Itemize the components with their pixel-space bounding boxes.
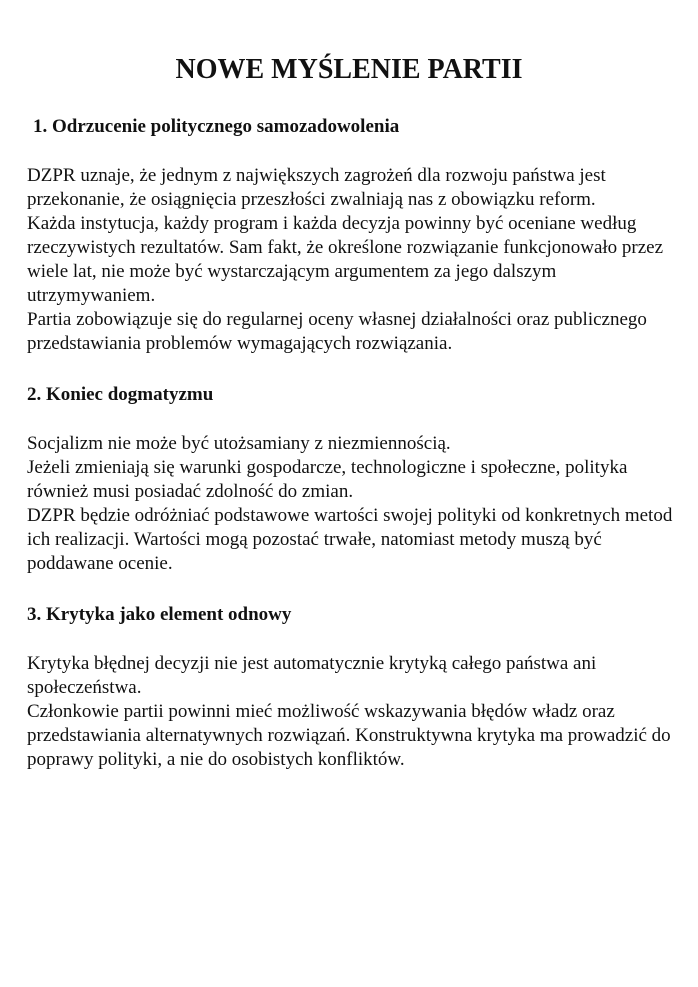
section-3 — [27, 602, 678, 772]
paragraph: DZPR będzie odróżniać podstawowe wartości swojej polityki od konkretnych metod ich realizacji. Wartości mogą pozostać trwałe, natomiast metody muszą być poddawane ocenie. — [27, 505, 673, 574]
section-heading: 3. Krytyka jako element odnowy — [27, 604, 292, 625]
document-title: NOWE MYŚLENIE PARTII — [175, 54, 523, 85]
paragraph: Jeżeli zmieniają się warunki gospodarcze, technologiczne i społeczne, polityka również musi posiadać zdolność do zmian. — [27, 457, 628, 502]
paragraph: Socjalizm nie może być utożsamiany z niezmiennością. — [27, 433, 451, 454]
document-body — [27, 114, 678, 772]
paragraph: Każda instytucja, każdy program i każda decyzja powinny być oceniane według rzeczywistych rezultatów. Sam fakt, że określone rozwiązanie funkcjonowało przez wiele lat, nie może być wystarczającym argumentem za jego dalszym utrzymywaniem. — [27, 213, 664, 306]
paragraph: Członkowie partii powinni mieć możliwość wskazywania błędów władz oraz przedstawiania alternatywnych rozwiązań. Konstruktywna krytyka ma prowadzić do poprawy polityki, a nie do osobistych konfliktów. — [27, 701, 671, 770]
paragraph: Krytyka błędnej decyzji nie jest automatycznie krytyką całego państwa ani społeczeństwa. — [27, 653, 597, 698]
paragraph: Partia zobowiązuje się do regularnej oceny własnej działalności oraz publicznego przedstawiania problemów wymagających rozwiązania. — [27, 309, 647, 354]
section-1 — [27, 114, 678, 356]
section-2 — [27, 382, 678, 576]
section-heading: 1. Odrzucenie politycznego samozadowolenia — [33, 116, 400, 137]
section-heading: 2. Koniec dogmatyzmu — [27, 384, 214, 405]
paragraph: DZPR uznaje, że jednym z największych zagrożeń dla rozwoju państwa jest przekonanie, że osiągnięcia przeszłości zwalniają nas z obowiązku reform. — [27, 165, 606, 210]
